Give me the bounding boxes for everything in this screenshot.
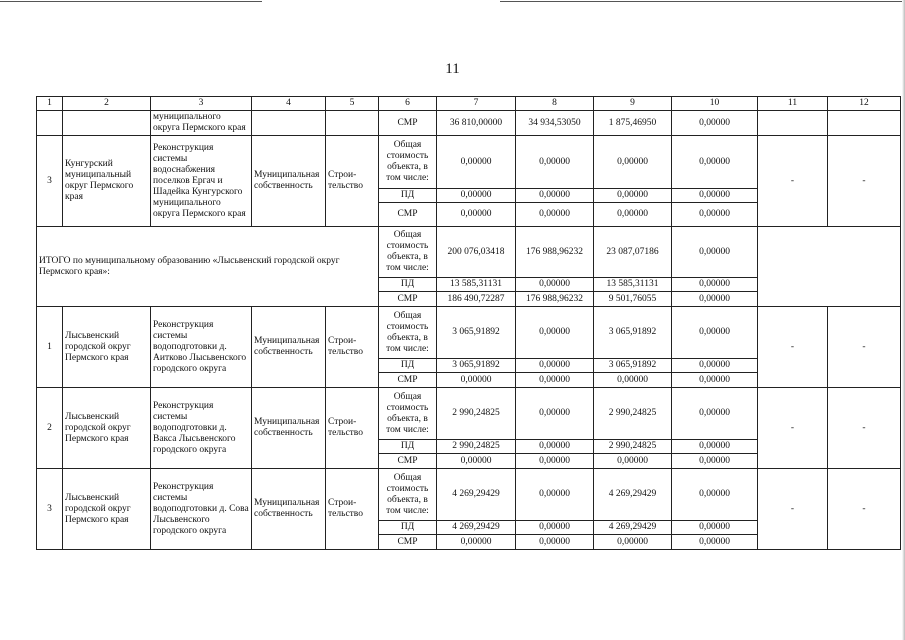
value-cell: 0,00000 [672,535,758,550]
value-cell: 34 934,53050 [516,111,594,136]
header-cell: 8 [516,97,594,111]
value-cell: 0,00000 [516,535,594,550]
value-cell: 0,00000 [672,359,758,373]
value-cell: 200 076,03418 [437,227,516,278]
table-row [37,307,901,359]
dash-cell: - [758,307,828,388]
header-cell: 6 [379,97,437,111]
value-cell: 0,00000 [516,388,594,440]
value-cell: 176 988,96232 [516,227,594,278]
value-cell: 0,00000 [516,136,594,189]
object-cell: муниципального округа Пермского края [151,111,252,136]
type-cell: ПД [379,359,437,373]
header-cell: 12 [828,97,901,111]
customer-cell: Муниципальная собственность [252,136,326,227]
value-cell: 186 490,72287 [437,292,516,307]
value-cell: 0,00000 [672,388,758,440]
district-cell: Лысьвенский городской округ Пермского края [63,307,151,388]
value-cell: 2 990,24825 [437,440,516,454]
dash-cell: - [828,136,901,227]
value-cell: 3 065,91892 [594,359,672,373]
value-cell: 0,00000 [672,203,758,227]
customer-cell: Муниципальная собственность [252,388,326,469]
value-cell: 0,00000 [516,278,594,292]
value-cell: 3 065,91892 [437,359,516,373]
value-cell: 13 585,31131 [437,278,516,292]
type-cell: Общая стоимость объекта, в том числе: [379,227,437,278]
header-cell: 11 [758,97,828,111]
value-cell: 0,00000 [437,136,516,189]
table-row [37,111,901,136]
value-cell: 0,00000 [437,373,516,388]
kind-cell: Строи-тельство [326,469,379,550]
type-cell: СМР [379,292,437,307]
value-cell: 0,00000 [437,203,516,227]
value-cell: 0,00000 [672,111,758,136]
header-cell: 10 [672,97,758,111]
table-row [37,136,901,189]
value-cell: 2 990,24825 [594,440,672,454]
kind-cell: Строи-тельство [326,136,379,227]
value-cell: 0,00000 [516,521,594,535]
district-cell: Лысьвенский городской округ Пермского края [63,469,151,550]
dash-cell: - [828,388,901,469]
dash-cell: - [828,307,901,388]
header-cell: 3 [151,97,252,111]
value-cell: 0,00000 [516,189,594,203]
value-cell: 4 269,29429 [594,521,672,535]
value-cell: 0,00000 [437,535,516,550]
value-cell: 0,00000 [516,203,594,227]
type-cell: Общая стоимость объекта, в том числе: [379,307,437,359]
kind-cell: Строи-тельство [326,388,379,469]
object-cell: Реконструкция системы водоподготовки д. Вакса Лысьвенского городского округа [151,388,252,469]
type-cell: Общая стоимость объекта, в том числе: [379,388,437,440]
value-cell: 0,00000 [594,535,672,550]
value-cell: 0,00000 [672,227,758,278]
header-cell: 5 [326,97,379,111]
value-cell: 2 990,24825 [594,388,672,440]
total-row [37,227,901,278]
value-cell: 0,00000 [516,373,594,388]
header-cell: 4 [252,97,326,111]
value-cell: 36 810,00000 [437,111,516,136]
dash-cell: - [828,469,901,550]
customer-cell: Муниципальная собственность [252,307,326,388]
dash-cell: - [758,388,828,469]
value-cell: 0,00000 [672,278,758,292]
budget-table [36,96,901,550]
customer-cell: Муниципальная собственность [252,469,326,550]
dash-cell: - [758,136,828,227]
row-number: 3 [37,469,63,550]
row-number: 2 [37,388,63,469]
value-cell: 0,00000 [594,454,672,469]
type-cell: ПД [379,521,437,535]
value-cell: 4 269,29429 [437,521,516,535]
header-cell: 1 [37,97,63,111]
page-number: 11 [445,61,460,77]
header-cell: 9 [594,97,672,111]
value-cell: 0,00000 [672,454,758,469]
type-cell: ПД [379,440,437,454]
district-cell: Кунгурский муниципальный округ Пермского края [63,136,151,227]
type-cell: СМР [379,454,437,469]
value-cell: 0,00000 [672,189,758,203]
value-cell: 23 087,07186 [594,227,672,278]
value-cell: 0,00000 [672,373,758,388]
type-cell: СМР [379,535,437,550]
row-number: 3 [37,136,63,227]
header-cell: 2 [63,97,151,111]
total-label: ИТОГО по муниципальному образованию «Лысьвенский городской округ Пермского края»: [37,227,379,307]
value-cell: 0,00000 [516,359,594,373]
value-cell: 0,00000 [594,373,672,388]
table-row [37,388,901,440]
value-cell: 0,00000 [516,440,594,454]
value-cell: 9 501,76055 [594,292,672,307]
value-cell: 0,00000 [672,307,758,359]
value-cell: 0,00000 [672,292,758,307]
type-cell: СМР [379,373,437,388]
value-cell: 3 065,91892 [594,307,672,359]
top-rule-right [500,1,905,2]
value-cell: 1 875,46950 [594,111,672,136]
table-row [37,469,901,521]
value-cell: 0,00000 [594,189,672,203]
value-cell: 0,00000 [516,469,594,521]
value-cell: 4 269,29429 [437,469,516,521]
value-cell: 176 988,96232 [516,292,594,307]
value-cell: 0,00000 [594,203,672,227]
value-cell: 13 585,31131 [594,278,672,292]
type-cell: СМР [379,111,437,136]
value-cell: 0,00000 [516,454,594,469]
value-cell: 0,00000 [437,189,516,203]
type-cell: Общая стоимость объекта, в том числе: [379,469,437,521]
value-cell: 0,00000 [437,454,516,469]
object-cell: Реконструкция системы водоподготовки д. Аитково Лысьвенского городского округа [151,307,252,388]
type-cell: Общая стоимость объекта, в том числе: [379,136,437,189]
value-cell: 0,00000 [594,136,672,189]
value-cell: 2 990,24825 [437,388,516,440]
dash-cell: - [758,469,828,550]
type-cell: СМР [379,203,437,227]
row-number: 1 [37,307,63,388]
district-cell: Лысьвенский городской округ Пермского края [63,388,151,469]
header-row [37,97,901,111]
value-cell: 0,00000 [672,469,758,521]
kind-cell: Строи-тельство [326,307,379,388]
object-cell: Реконструкция системы водоснабжения поселков Ергач и Шадейка Кунгурского муниципального округа Пермского края [151,136,252,227]
type-cell: ПД [379,189,437,203]
top-rule-left [0,1,262,2]
value-cell: 4 269,29429 [594,469,672,521]
value-cell: 3 065,91892 [437,307,516,359]
value-cell: 0,00000 [672,440,758,454]
value-cell: 0,00000 [672,136,758,189]
object-cell: Реконструкция системы водоподготовки д. Сова Лысьвенского городского округа [151,469,252,550]
value-cell: 0,00000 [516,307,594,359]
header-cell: 7 [437,97,516,111]
value-cell: 0,00000 [672,521,758,535]
type-cell: ПД [379,278,437,292]
